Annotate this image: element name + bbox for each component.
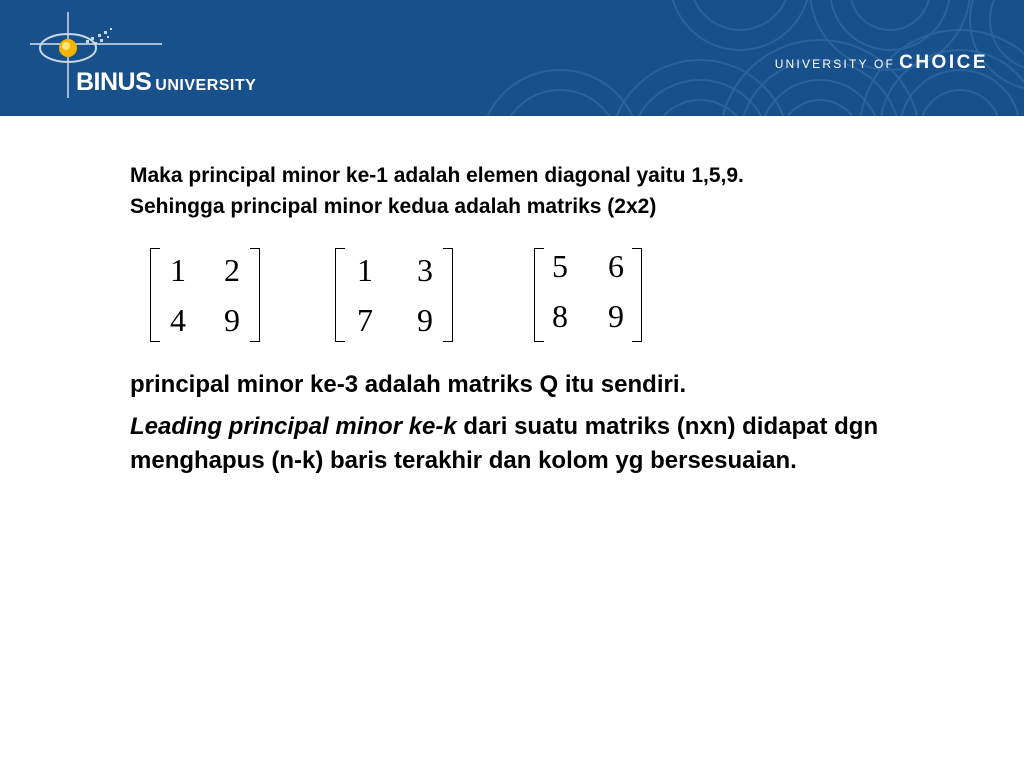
matrix-1	[150, 246, 260, 346]
matrix-cell: 9	[608, 298, 624, 334]
matrix-cell: 7	[357, 302, 373, 338]
logo-wordmark	[76, 68, 256, 97]
intro-line-1: Maka principal minor ke-1 adalah elemen diagonal yaitu 1,5,9.	[130, 164, 744, 187]
leading-principal-minor-term: Leading principal minor ke-k	[130, 413, 457, 440]
intro-text	[130, 160, 990, 222]
matrix-cell: 4	[170, 302, 186, 338]
binus-logo	[28, 10, 318, 110]
intro-line-2: Sehingga principal minor kedua adalah matriks (2x2)	[130, 195, 657, 218]
matrix-cell: 6	[608, 248, 624, 284]
tagline-emphasis: CHOICE	[899, 52, 988, 73]
logo-name: BINUS	[76, 68, 152, 96]
matrix-cell: 3	[417, 252, 433, 288]
tagline-prefix: UNIVERSITY OF	[774, 57, 896, 71]
matrix-3	[534, 246, 642, 346]
matrix-cell: 9	[417, 302, 433, 338]
matrix-cell: 8	[552, 298, 568, 334]
slide-content	[130, 160, 990, 478]
matrices-row	[130, 246, 990, 376]
matrix-cell: 5	[552, 248, 568, 284]
paragraph-leading-principal-minor	[130, 410, 990, 478]
matrix-cell: 1	[170, 252, 186, 288]
matrix-cell: 2	[224, 252, 240, 288]
header-banner	[0, 0, 1024, 116]
paragraph-definition-text: dari suatu matriks (nxn) didapat dgn menghapus (n-k) baris terakhir dan kolom yg bersesuaian.	[130, 413, 879, 474]
matrix-cell: 9	[224, 302, 240, 338]
matrix-2	[335, 246, 453, 346]
logo-suffix: UNIVERSITY	[155, 77, 257, 94]
tagline	[775, 52, 988, 74]
matrix-left-bracket	[335, 248, 345, 342]
matrix-cell: 1	[357, 252, 373, 288]
paragraph-principal-minor-3: principal minor ke-3 adalah matriks Q itu sendiri.	[130, 371, 687, 398]
